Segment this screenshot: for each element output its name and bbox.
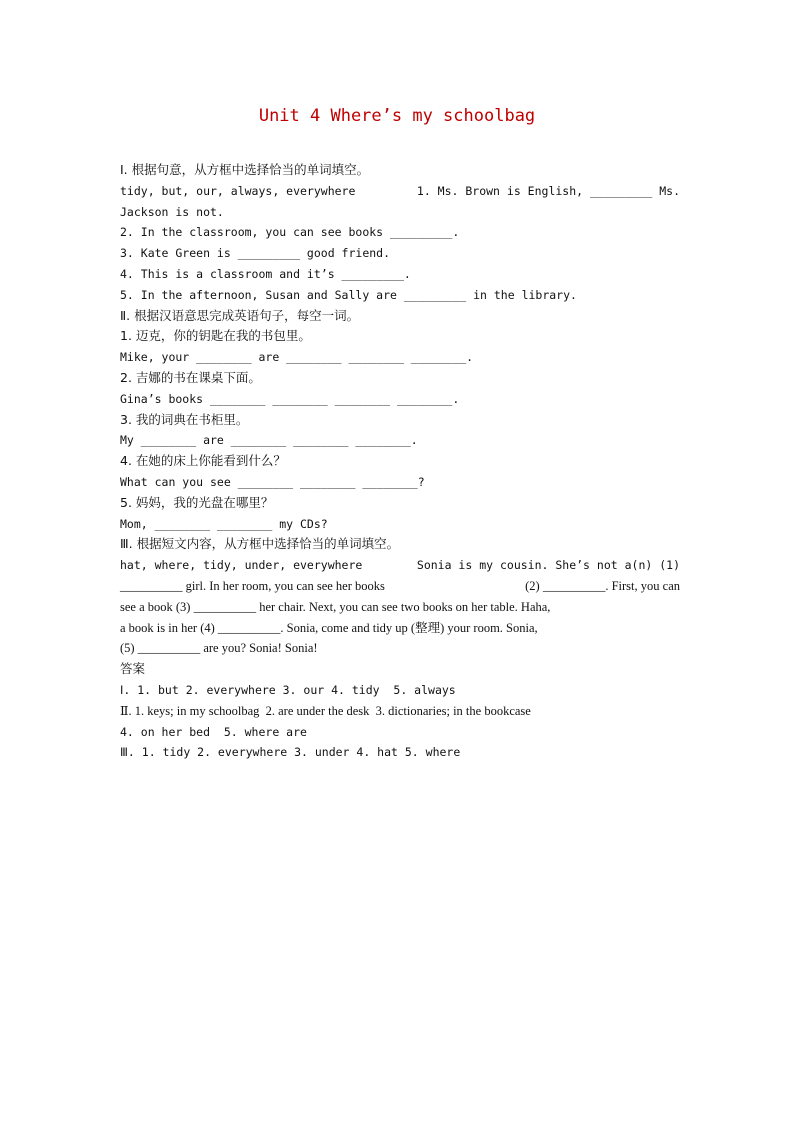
part2-heading: Ⅱ. 根据汉语意思完成英语句子，每空一词。 [120, 307, 360, 323]
part1-q4: 4. This is a classroom and it’s _________. [120, 266, 411, 281]
part2-item-cn: 5. 妈妈，我的光盘在哪里？ [120, 494, 274, 510]
part1-q2: 2. In the classroom, you can see books _________. [120, 225, 460, 240]
part2-item-en: My ________ are ________ ________ ________. [120, 433, 418, 448]
part3-passage-line-5: (5) __________ are you? Sonia! Sonia! [120, 641, 318, 656]
part3-word-box-row [120, 555, 680, 576]
part3-passage-line-2a: __________ girl. In her room, you can see her books [120, 578, 385, 593]
part1-q1-second-line: Jackson is not. [120, 204, 224, 219]
part2-item-cn: 4. 在她的床上你能看到什么？ [120, 453, 286, 469]
part3-heading: Ⅲ. 根据短文内容，从方框中选择恰当的单词填空。 [120, 536, 400, 552]
part1-heading: Ⅰ. 根据句意，从方框中选择恰当的单词填空。 [120, 162, 370, 177]
part2-item-cn: 3. 我的词典在书柜里。 [120, 411, 249, 427]
part2-item-en: Mom, ________ ________ my CDs? [120, 516, 328, 531]
answers-part1: Ⅰ. 1. but 2. everywhere 3. our 4. tidy 5. always [120, 682, 456, 697]
part3-passage-line-2 [120, 576, 680, 597]
part1-q3: 3. Kate Green is _________ good friend. [120, 246, 391, 261]
part3-passage-line-3: see a book (3) __________ her chair. Next, you can see two books on her table. Haha, [120, 599, 551, 614]
answers-part2-continued: 4. on her bed 5. where are [120, 724, 307, 739]
part2-item-en: What can you see ________ ________ ________? [120, 474, 425, 489]
answers-part3: Ⅲ. 1. tidy 2. everywhere 3. under 4. hat 5. where [120, 745, 461, 760]
part3-passage-line-2b: (2) __________. First, you can [525, 578, 680, 593]
part2-item-cn: 2. 吉娜的书在课桌下面。 [120, 369, 261, 385]
part3-passage-line-1: Sonia is my cousin. She’s not a(n) (1) [416, 558, 680, 573]
part3-word-box: hat, where, tidy, under, everywhere [120, 558, 363, 573]
part2-item-en: Gina’s books ________ ________ ________ ________. [120, 391, 460, 406]
part1-word-box-row [120, 181, 680, 202]
part2-item-en: Mike, your ________ are ________ ________ ________. [120, 350, 474, 365]
part1-q1-first-line: 1. Ms. Brown is English, _________ Ms. [416, 183, 680, 198]
worksheet-body [120, 160, 680, 763]
page-title: Unit 4 Where’s my schoolbag [258, 106, 536, 126]
answers-part2: Ⅱ. 1. keys; in my schoolbag 2. are under the desk 3. dictionaries; in the bookcase [120, 703, 531, 718]
part3-passage-line-4: a book is in her (4) __________. Sonia, come and tidy up (整理) your room. Sonia, [120, 620, 538, 635]
part1-word-box: tidy, but, our, always, everywhere [120, 183, 356, 198]
part1-q5: 5. In the afternoon, Susan and Sally are _________ in the library. [120, 287, 577, 302]
answers-heading: 答案 [120, 661, 146, 677]
part2-item-cn: 1. 迈克，你的钥匙在我的书包里。 [120, 328, 311, 344]
